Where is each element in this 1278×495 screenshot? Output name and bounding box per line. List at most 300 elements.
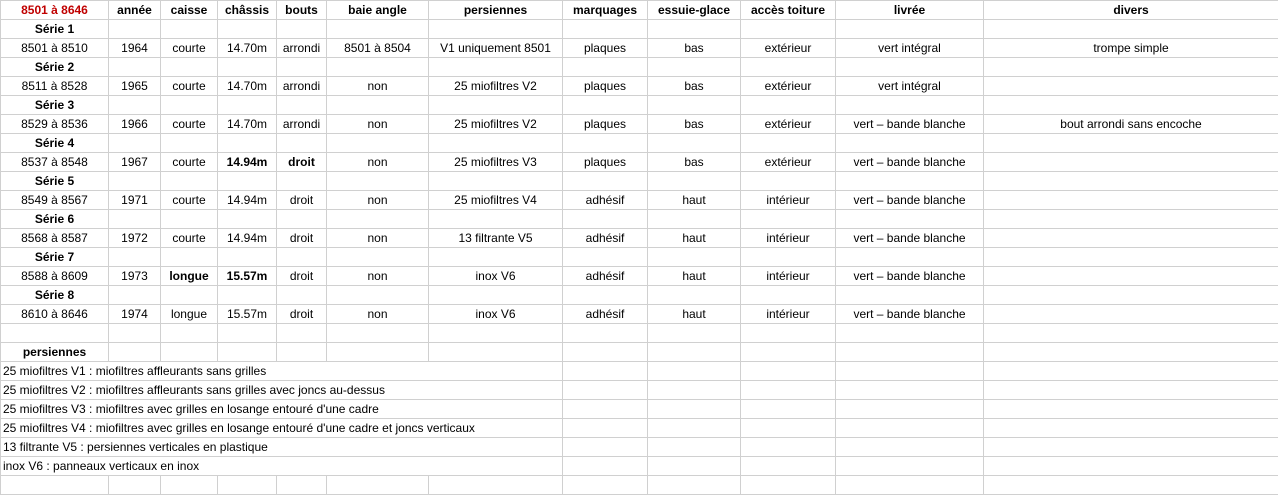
empty-cell[interactable] xyxy=(429,286,563,305)
cell-annee[interactable]: 1965 xyxy=(109,77,161,96)
empty-cell[interactable] xyxy=(277,210,327,229)
cell-chassis[interactable]: 15.57m xyxy=(218,305,277,324)
cell-baie[interactable]: non xyxy=(327,267,429,286)
cell-divers[interactable] xyxy=(984,77,1278,96)
cell-annee[interactable]: 1972 xyxy=(109,229,161,248)
cell-annee[interactable]: 1971 xyxy=(109,191,161,210)
empty-cell[interactable] xyxy=(648,134,741,153)
cell-acces[interactable]: extérieur xyxy=(741,153,836,172)
cell-livree[interactable]: vert – bande blanche xyxy=(836,229,984,248)
cell-divers[interactable] xyxy=(984,229,1278,248)
empty-cell[interactable] xyxy=(984,381,1278,400)
empty-cell[interactable] xyxy=(741,58,836,77)
cell-livree[interactable]: vert – bande blanche xyxy=(836,267,984,286)
empty-cell[interactable] xyxy=(277,58,327,77)
empty-cell[interactable] xyxy=(741,343,836,362)
empty-cell[interactable] xyxy=(1,476,109,495)
empty-cell[interactable] xyxy=(648,343,741,362)
cell-chassis[interactable]: 14.70m xyxy=(218,77,277,96)
series-label-row xyxy=(1,134,1278,153)
cell-acces[interactable]: intérieur xyxy=(741,229,836,248)
cell-caisse[interactable]: courte xyxy=(161,191,218,210)
series-label-cell[interactable]: Série 3 xyxy=(1,96,109,115)
header-cell-divers[interactable]: divers xyxy=(984,1,1278,20)
empty-cell[interactable] xyxy=(741,457,836,476)
series-data-row xyxy=(1,267,1278,286)
empty-cell[interactable] xyxy=(429,96,563,115)
empty-cell[interactable] xyxy=(161,58,218,77)
empty-cell[interactable] xyxy=(429,20,563,39)
series-label-row xyxy=(1,96,1278,115)
empty-cell[interactable] xyxy=(277,20,327,39)
empty-cell[interactable] xyxy=(109,476,161,495)
empty-cell[interactable] xyxy=(563,134,648,153)
empty-cell[interactable] xyxy=(327,286,429,305)
empty-cell[interactable] xyxy=(327,58,429,77)
cell-marquages[interactable]: adhésif xyxy=(563,191,648,210)
empty-cell[interactable] xyxy=(429,343,563,362)
empty-cell[interactable] xyxy=(648,419,741,438)
empty-cell[interactable] xyxy=(218,210,277,229)
empty-cell[interactable] xyxy=(836,362,984,381)
empty-cell[interactable] xyxy=(563,248,648,267)
cell-livree[interactable]: vert – bande blanche xyxy=(836,115,984,134)
empty-cell[interactable] xyxy=(984,476,1278,495)
cell-livree[interactable]: vert – bande blanche xyxy=(836,191,984,210)
empty-cell[interactable] xyxy=(429,324,563,343)
empty-cell[interactable] xyxy=(218,172,277,191)
cell-divers[interactable] xyxy=(984,153,1278,172)
empty-cell[interactable] xyxy=(741,400,836,419)
header-cell-caisse[interactable]: caisse xyxy=(161,1,218,20)
empty-cell[interactable] xyxy=(1,324,109,343)
empty-cell[interactable] xyxy=(109,20,161,39)
empty-cell[interactable] xyxy=(563,324,648,343)
legend-item-cell[interactable]: 25 miofiltres V1 : miofiltres affleurants sans grilles xyxy=(1,362,563,381)
cell-caisse[interactable]: courte xyxy=(161,229,218,248)
empty-cell[interactable] xyxy=(429,210,563,229)
cell-baie[interactable]: non xyxy=(327,229,429,248)
empty-cell[interactable] xyxy=(218,58,277,77)
empty-cell[interactable] xyxy=(563,96,648,115)
empty-cell[interactable] xyxy=(109,248,161,267)
cell-chassis[interactable]: 14.94m xyxy=(218,153,277,172)
legend-item-cell[interactable]: inox V6 : panneaux verticaux en inox xyxy=(1,457,563,476)
header-cell-bouts[interactable]: bouts xyxy=(277,1,327,20)
cell-caisse[interactable]: courte xyxy=(161,39,218,58)
empty-cell[interactable] xyxy=(648,400,741,419)
empty-cell[interactable] xyxy=(218,324,277,343)
legend-item-cell[interactable]: 25 miofiltres V2 : miofiltres affleurants sans grilles avec joncs au-dessus xyxy=(1,381,563,400)
empty-cell[interactable] xyxy=(563,438,648,457)
empty-cell[interactable] xyxy=(836,58,984,77)
empty-cell[interactable] xyxy=(277,476,327,495)
header-cell-persiennes[interactable]: persiennes xyxy=(429,1,563,20)
series-label-row xyxy=(1,58,1278,77)
cell-livree[interactable]: vert intégral xyxy=(836,39,984,58)
empty-cell[interactable] xyxy=(109,96,161,115)
empty-cell[interactable] xyxy=(327,210,429,229)
empty-cell[interactable] xyxy=(429,248,563,267)
cell-divers[interactable] xyxy=(984,267,1278,286)
cell-baie[interactable]: non xyxy=(327,191,429,210)
empty-cell[interactable] xyxy=(563,381,648,400)
empty-cell[interactable] xyxy=(836,134,984,153)
cell-caisse[interactable]: courte xyxy=(161,153,218,172)
header-cell-chassis[interactable]: châssis xyxy=(218,1,277,20)
empty-cell[interactable] xyxy=(648,58,741,77)
empty-cell[interactable] xyxy=(161,286,218,305)
empty-cell[interactable] xyxy=(161,248,218,267)
table-body xyxy=(1,1,1278,495)
empty-cell[interactable] xyxy=(218,476,277,495)
empty-cell[interactable] xyxy=(161,324,218,343)
cell-persiennes[interactable]: 25 miofiltres V3 xyxy=(429,153,563,172)
empty-cell[interactable] xyxy=(218,248,277,267)
cell-persiennes[interactable]: 25 miofiltres V4 xyxy=(429,191,563,210)
legend-item-row xyxy=(1,438,1278,457)
empty-cell[interactable] xyxy=(563,476,648,495)
cell-caisse[interactable]: courte xyxy=(161,77,218,96)
empty-cell[interactable] xyxy=(984,20,1278,39)
empty-cell[interactable] xyxy=(563,419,648,438)
series-label-row xyxy=(1,20,1278,39)
header-cell-range[interactable]: 8501 à 8646 xyxy=(1,1,109,20)
empty-cell[interactable] xyxy=(836,248,984,267)
cell-baie[interactable]: non xyxy=(327,305,429,324)
empty-cell[interactable] xyxy=(563,286,648,305)
series-label-row xyxy=(1,172,1278,191)
empty-cell[interactable] xyxy=(836,324,984,343)
cell-baie[interactable]: 8501 à 8504 xyxy=(327,39,429,58)
empty-cell[interactable] xyxy=(741,362,836,381)
empty-cell[interactable] xyxy=(741,248,836,267)
empty-cell[interactable] xyxy=(741,20,836,39)
empty-cell[interactable] xyxy=(741,324,836,343)
cell-range[interactable]: 8549 à 8567 xyxy=(1,191,109,210)
cell-bouts[interactable]: droit xyxy=(277,229,327,248)
empty-cell[interactable] xyxy=(161,134,218,153)
empty-cell[interactable] xyxy=(109,286,161,305)
header-cell-acces-toiture[interactable]: accès toiture xyxy=(741,1,836,20)
empty-cell[interactable] xyxy=(161,172,218,191)
series-label-cell[interactable]: Série 5 xyxy=(1,172,109,191)
cell-persiennes[interactable]: V1 uniquement 8501 xyxy=(429,39,563,58)
cell-marquages[interactable]: plaques xyxy=(563,153,648,172)
empty-cell[interactable] xyxy=(984,362,1278,381)
cell-annee[interactable]: 1974 xyxy=(109,305,161,324)
cell-chassis[interactable]: 14.70m xyxy=(218,115,277,134)
cell-bouts[interactable]: arrondi xyxy=(277,39,327,58)
cell-bouts[interactable]: droit xyxy=(277,191,327,210)
empty-cell[interactable] xyxy=(836,343,984,362)
empty-cell[interactable] xyxy=(563,362,648,381)
empty-cell[interactable] xyxy=(277,286,327,305)
cell-chassis[interactable]: 14.94m xyxy=(218,191,277,210)
cell-essuie[interactable]: haut xyxy=(648,191,741,210)
empty-cell[interactable] xyxy=(984,248,1278,267)
empty-cell[interactable] xyxy=(984,96,1278,115)
empty-cell[interactable] xyxy=(218,343,277,362)
empty-cell[interactable] xyxy=(109,58,161,77)
empty-cell[interactable] xyxy=(563,400,648,419)
empty-cell[interactable] xyxy=(218,286,277,305)
empty-cell[interactable] xyxy=(327,20,429,39)
header-cell-livree[interactable]: livrée xyxy=(836,1,984,20)
legend-item-row xyxy=(1,362,1278,381)
cell-baie[interactable]: non xyxy=(327,115,429,134)
cell-annee[interactable]: 1973 xyxy=(109,267,161,286)
empty-cell[interactable] xyxy=(109,134,161,153)
empty-cell[interactable] xyxy=(161,343,218,362)
cell-divers[interactable] xyxy=(984,305,1278,324)
legend-item-row xyxy=(1,381,1278,400)
empty-cell[interactable] xyxy=(161,20,218,39)
empty-cell[interactable] xyxy=(741,96,836,115)
series-label-cell[interactable]: Série 2 xyxy=(1,58,109,77)
empty-cell[interactable] xyxy=(429,476,563,495)
empty-cell[interactable] xyxy=(648,20,741,39)
empty-cell[interactable] xyxy=(109,343,161,362)
empty-cell[interactable] xyxy=(109,172,161,191)
empty-cell[interactable] xyxy=(648,362,741,381)
series-label-cell[interactable]: Série 7 xyxy=(1,248,109,267)
series-label-row xyxy=(1,210,1278,229)
empty-cell[interactable] xyxy=(277,172,327,191)
legend-item-row xyxy=(1,400,1278,419)
empty-cell[interactable] xyxy=(327,324,429,343)
cell-baie[interactable]: non xyxy=(327,77,429,96)
cell-persiennes[interactable]: 25 miofiltres V2 xyxy=(429,77,563,96)
empty-cell[interactable] xyxy=(277,96,327,115)
empty-cell[interactable] xyxy=(327,248,429,267)
cell-divers[interactable]: bout arrondi sans encoche xyxy=(984,115,1278,134)
series-label-cell[interactable]: Série 1 xyxy=(1,20,109,39)
cell-acces[interactable]: extérieur xyxy=(741,77,836,96)
cell-chassis[interactable]: 15.57m xyxy=(218,267,277,286)
series-data-row xyxy=(1,153,1278,172)
empty-cell[interactable] xyxy=(648,96,741,115)
cell-persiennes[interactable]: 25 miofiltres V2 xyxy=(429,115,563,134)
cell-essuie[interactable]: bas xyxy=(648,115,741,134)
empty-cell[interactable] xyxy=(741,172,836,191)
empty-cell[interactable] xyxy=(648,381,741,400)
series-label-cell[interactable]: Série 4 xyxy=(1,134,109,153)
empty-cell[interactable] xyxy=(984,457,1278,476)
legend-title-cell[interactable]: persiennes xyxy=(1,343,109,362)
cell-essuie[interactable]: haut xyxy=(648,229,741,248)
series-data-row xyxy=(1,39,1278,58)
empty-cell[interactable] xyxy=(161,96,218,115)
empty-cell[interactable] xyxy=(218,134,277,153)
empty-cell[interactable] xyxy=(563,457,648,476)
cell-chassis[interactable]: 14.94m xyxy=(218,229,277,248)
empty-cell[interactable] xyxy=(648,286,741,305)
empty-cell[interactable] xyxy=(741,419,836,438)
empty-cell[interactable] xyxy=(277,343,327,362)
empty-cell[interactable] xyxy=(984,58,1278,77)
cell-marquages[interactable]: adhésif xyxy=(563,229,648,248)
empty-cell[interactable] xyxy=(836,286,984,305)
empty-cell[interactable] xyxy=(429,134,563,153)
cell-essuie[interactable]: haut xyxy=(648,305,741,324)
cell-essuie[interactable]: haut xyxy=(648,267,741,286)
empty-cell[interactable] xyxy=(429,58,563,77)
empty-cell[interactable] xyxy=(984,210,1278,229)
cell-annee[interactable]: 1964 xyxy=(109,39,161,58)
empty-cell[interactable] xyxy=(648,476,741,495)
empty-cell[interactable] xyxy=(563,210,648,229)
cell-range[interactable]: 8568 à 8587 xyxy=(1,229,109,248)
empty-cell[interactable] xyxy=(836,419,984,438)
empty-cell[interactable] xyxy=(563,172,648,191)
series-label-cell[interactable]: Série 8 xyxy=(1,286,109,305)
cell-annee[interactable]: 1966 xyxy=(109,115,161,134)
empty-cell[interactable] xyxy=(648,248,741,267)
header-cell-baie-angle[interactable]: baie angle xyxy=(327,1,429,20)
empty-cell[interactable] xyxy=(109,210,161,229)
cell-acces[interactable]: extérieur xyxy=(741,115,836,134)
spacer-row xyxy=(1,324,1278,343)
cell-range[interactable]: 8537 à 8548 xyxy=(1,153,109,172)
empty-cell[interactable] xyxy=(161,476,218,495)
cell-marquages[interactable]: adhésif xyxy=(563,267,648,286)
empty-cell[interactable] xyxy=(741,286,836,305)
header-cell-annee[interactable]: année xyxy=(109,1,161,20)
series-data-row xyxy=(1,77,1278,96)
empty-cell[interactable] xyxy=(741,438,836,457)
empty-cell[interactable] xyxy=(327,172,429,191)
cell-persiennes[interactable]: inox V6 xyxy=(429,267,563,286)
series-label-row xyxy=(1,248,1278,267)
cell-range[interactable]: 8610 à 8646 xyxy=(1,305,109,324)
empty-cell[interactable] xyxy=(836,400,984,419)
cell-persiennes[interactable]: 13 filtrante V5 xyxy=(429,229,563,248)
cell-marquages[interactable]: plaques xyxy=(563,115,648,134)
empty-cell[interactable] xyxy=(218,96,277,115)
empty-cell[interactable] xyxy=(563,343,648,362)
cell-marquages[interactable]: adhésif xyxy=(563,305,648,324)
series-label-cell[interactable]: Série 6 xyxy=(1,210,109,229)
empty-cell[interactable] xyxy=(563,58,648,77)
cell-essuie[interactable]: bas xyxy=(648,39,741,58)
legend-item-cell[interactable]: 25 miofiltres V4 : miofiltres avec grilles en losange entouré d'une cadre et joncs verticaux xyxy=(1,419,563,438)
empty-cell[interactable] xyxy=(277,248,327,267)
empty-cell[interactable] xyxy=(327,134,429,153)
empty-cell[interactable] xyxy=(327,476,429,495)
empty-cell[interactable] xyxy=(984,286,1278,305)
legend-item-cell[interactable]: 25 miofiltres V3 : miofiltres avec grilles en losange entouré d'une cadre xyxy=(1,400,563,419)
cell-essuie[interactable]: bas xyxy=(648,153,741,172)
cell-range[interactable]: 8588 à 8609 xyxy=(1,267,109,286)
cell-divers[interactable] xyxy=(984,191,1278,210)
cell-livree[interactable]: vert intégral xyxy=(836,77,984,96)
cell-acces[interactable]: intérieur xyxy=(741,191,836,210)
empty-cell[interactable] xyxy=(984,438,1278,457)
empty-cell[interactable] xyxy=(741,476,836,495)
empty-cell[interactable] xyxy=(648,324,741,343)
empty-cell[interactable] xyxy=(836,381,984,400)
cell-acces[interactable]: intérieur xyxy=(741,267,836,286)
empty-cell[interactable] xyxy=(648,438,741,457)
cell-baie[interactable]: non xyxy=(327,153,429,172)
cell-persiennes[interactable]: inox V6 xyxy=(429,305,563,324)
cell-essuie[interactable]: bas xyxy=(648,77,741,96)
empty-cell[interactable] xyxy=(563,20,648,39)
cell-bouts[interactable]: droit xyxy=(277,153,327,172)
cell-livree[interactable]: vert – bande blanche xyxy=(836,305,984,324)
cell-chassis[interactable]: 14.70m xyxy=(218,39,277,58)
empty-cell[interactable] xyxy=(109,324,161,343)
empty-cell[interactable] xyxy=(327,343,429,362)
empty-cell[interactable] xyxy=(836,172,984,191)
cell-bouts[interactable]: arrondi xyxy=(277,77,327,96)
cell-acces[interactable]: intérieur xyxy=(741,305,836,324)
empty-cell[interactable] xyxy=(836,438,984,457)
legend-item-cell[interactable]: 13 filtrante V5 : persiennes verticales en plastique xyxy=(1,438,563,457)
header-cell-marquages[interactable]: marquages xyxy=(563,1,648,20)
legend-item-row xyxy=(1,419,1278,438)
empty-cell[interactable] xyxy=(327,96,429,115)
empty-cell[interactable] xyxy=(984,134,1278,153)
empty-cell[interactable] xyxy=(836,210,984,229)
empty-cell[interactable] xyxy=(984,419,1278,438)
cell-bouts[interactable]: droit xyxy=(277,305,327,324)
cell-caisse[interactable]: longue xyxy=(161,267,218,286)
empty-cell[interactable] xyxy=(741,134,836,153)
empty-cell[interactable] xyxy=(836,96,984,115)
empty-cell[interactable] xyxy=(648,172,741,191)
empty-cell[interactable] xyxy=(161,210,218,229)
cell-range[interactable]: 8501 à 8510 xyxy=(1,39,109,58)
empty-cell[interactable] xyxy=(277,324,327,343)
empty-cell[interactable] xyxy=(648,457,741,476)
empty-cell[interactable] xyxy=(984,343,1278,362)
empty-cell[interactable] xyxy=(741,210,836,229)
empty-cell[interactable] xyxy=(984,324,1278,343)
empty-cell[interactable] xyxy=(984,400,1278,419)
cell-range[interactable]: 8511 à 8528 xyxy=(1,77,109,96)
empty-cell[interactable] xyxy=(741,381,836,400)
cell-caisse[interactable]: longue xyxy=(161,305,218,324)
cell-bouts[interactable]: droit xyxy=(277,267,327,286)
empty-cell[interactable] xyxy=(277,134,327,153)
cell-bouts[interactable]: arrondi xyxy=(277,115,327,134)
empty-cell[interactable] xyxy=(648,210,741,229)
empty-cell[interactable] xyxy=(836,457,984,476)
cell-livree[interactable]: vert – bande blanche xyxy=(836,153,984,172)
series-label-row xyxy=(1,286,1278,305)
cell-annee[interactable]: 1967 xyxy=(109,153,161,172)
legend-title-row xyxy=(1,343,1278,362)
series-data-row xyxy=(1,229,1278,248)
cell-marquages[interactable]: plaques xyxy=(563,39,648,58)
cell-marquages[interactable]: plaques xyxy=(563,77,648,96)
cell-range[interactable]: 8529 à 8536 xyxy=(1,115,109,134)
cell-caisse[interactable]: courte xyxy=(161,115,218,134)
empty-cell[interactable] xyxy=(984,172,1278,191)
empty-cell[interactable] xyxy=(836,20,984,39)
cell-acces[interactable]: extérieur xyxy=(741,39,836,58)
series-data-row xyxy=(1,115,1278,134)
header-cell-essuie-glace[interactable]: essuie-glace xyxy=(648,1,741,20)
empty-cell[interactable] xyxy=(836,476,984,495)
series-data-row xyxy=(1,191,1278,210)
cell-divers[interactable]: trompe simple xyxy=(984,39,1278,58)
series-data-row xyxy=(1,305,1278,324)
empty-cell[interactable] xyxy=(429,172,563,191)
empty-cell[interactable] xyxy=(218,20,277,39)
